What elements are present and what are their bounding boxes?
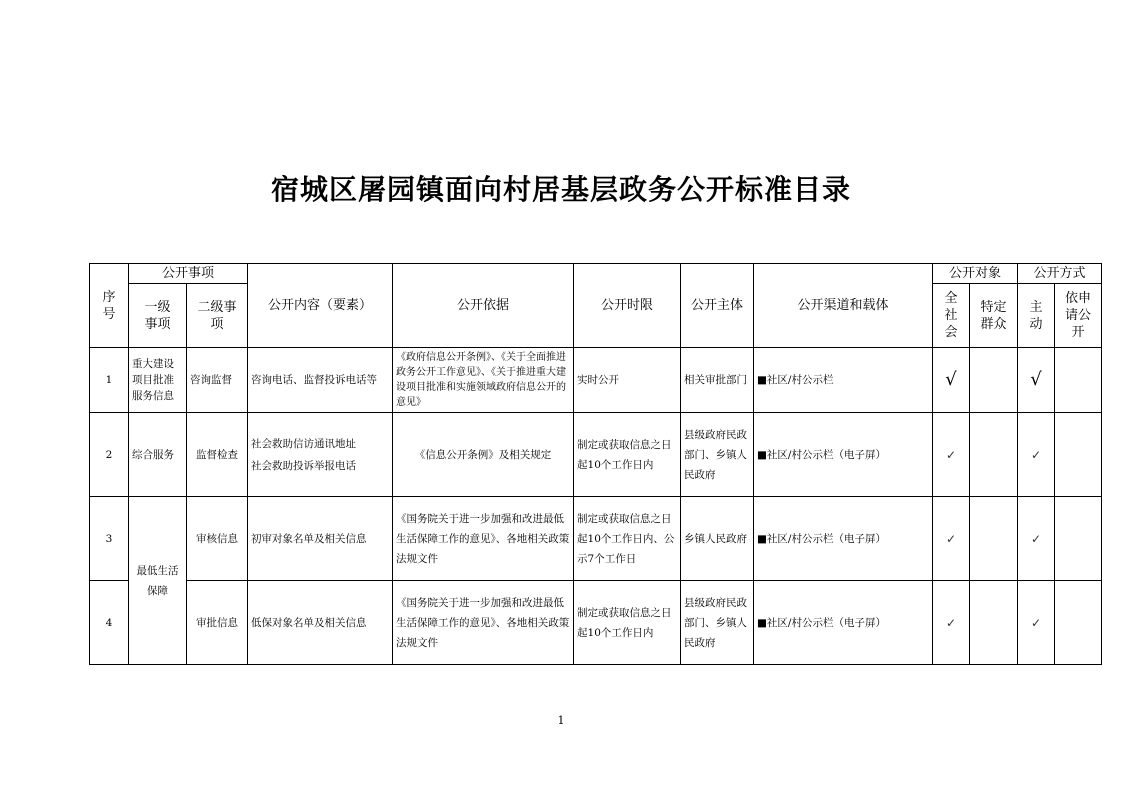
header-time-limit: 公开时限 <box>574 264 681 348</box>
cell-level1: 综合服务 <box>129 413 187 497</box>
header-basis: 公开依据 <box>393 264 574 348</box>
page-number: 1 <box>557 714 565 727</box>
table-row <box>90 348 1102 413</box>
cell-content: 初审对象名单及相关信息 <box>248 497 393 581</box>
table-row <box>90 581 1102 665</box>
cell-level2: 审批信息 <box>187 581 248 665</box>
cell-channel: ■社区/村公示栏（电子屏） <box>754 413 933 497</box>
header-level2: 二级事 项 <box>187 284 248 348</box>
cell-basis: 《信息公开条例》及相关规定 <box>393 413 574 497</box>
header-subject: 公开主体 <box>681 264 754 348</box>
cell-level2: 审核信息 <box>187 497 248 581</box>
cell-request <box>1055 497 1102 581</box>
cell-all-society: ✓ <box>933 413 970 497</box>
header-seq: 序 号 <box>90 264 129 348</box>
cell-request <box>1055 413 1102 497</box>
cell-subject: 县级政府民政部门、乡镇人民政府 <box>681 413 754 497</box>
table-row <box>90 413 1102 497</box>
header-channel: 公开渠道和载体 <box>754 264 933 348</box>
cell-content: 低保对象名单及相关信息 <box>248 581 393 665</box>
table-row <box>90 497 1102 581</box>
header-method: 公开方式 <box>1018 264 1102 284</box>
cell-seq: 3 <box>90 497 129 581</box>
cell-channel: ■社区/村公示栏 <box>754 348 933 413</box>
cell-time-limit: 实时公开 <box>574 348 681 413</box>
header-content: 公开内容（要素） <box>248 264 393 348</box>
cell-all-society: √ <box>933 348 970 413</box>
cell-request <box>1055 348 1102 413</box>
cell-specific <box>970 581 1018 665</box>
cell-channel: ■社区/村公示栏（电子屏） <box>754 497 933 581</box>
cell-basis: 《政府信息公开条例》、《关于全面推进政务公开工作意见》、《关于推进重大建设项目批准和实施领域政府信息公开的意见》 <box>393 348 574 413</box>
cell-specific <box>970 413 1018 497</box>
cell-level1: 重大建设项目批准服务信息 <box>129 348 187 413</box>
cell-all-society: ✓ <box>933 581 970 665</box>
cell-content: 社会救助信访通讯地址 社会救助投诉举报电话 <box>248 413 393 497</box>
cell-subject: 乡镇人民政府 <box>681 497 754 581</box>
cell-request <box>1055 581 1102 665</box>
cell-level1: 最低生活保障 <box>129 497 187 665</box>
cell-content: 咨询电话、监督投诉电话等 <box>248 348 393 413</box>
header-target: 公开对象 <box>933 264 1018 284</box>
cell-basis: 《国务院关于进一步加强和改进最低生活保障工作的意见》、各地相关政策法规文件 <box>393 581 574 665</box>
cell-specific <box>970 497 1018 581</box>
cell-all-society: ✓ <box>933 497 970 581</box>
cell-active: √ <box>1018 348 1055 413</box>
cell-subject: 县级政府民政部门、乡镇人民政府 <box>681 581 754 665</box>
header-level1: 一级 事项 <box>129 284 187 348</box>
cell-basis: 《国务院关于进一步加强和改进最低生活保障工作的意见》、各地相关政策法规文件 <box>393 497 574 581</box>
cell-level2: 咨询监督 <box>187 348 248 413</box>
cell-seq: 2 <box>90 413 129 497</box>
cell-channel: ■社区/村公示栏（电子屏） <box>754 581 933 665</box>
header-public-items: 公开事项 <box>129 264 248 284</box>
header-target-all: 全 社 会 <box>933 284 970 348</box>
cell-active: ✓ <box>1018 581 1055 665</box>
cell-seq: 1 <box>90 348 129 413</box>
cell-level2: 监督检查 <box>187 413 248 497</box>
cell-active: ✓ <box>1018 497 1055 581</box>
cell-time-limit: 制定或获取信息之日起10个工作日内 <box>574 581 681 665</box>
cell-time-limit: 制定或获取信息之日起10个工作日内、公示7个工作日 <box>574 497 681 581</box>
header-method-active: 主 动 <box>1018 284 1055 348</box>
cell-time-limit: 制定或获取信息之日起10个工作日内 <box>574 413 681 497</box>
header-row-1 <box>90 264 1102 284</box>
catalog-table <box>89 263 1102 665</box>
cell-subject: 相关审批部门 <box>681 348 754 413</box>
header-method-request: 依申 请公 开 <box>1055 284 1102 348</box>
cell-seq: 4 <box>90 581 129 665</box>
page-title: 宿城区屠园镇面向村居基层政务公开标准目录 <box>270 173 851 206</box>
header-target-specific: 特定 群众 <box>970 284 1018 348</box>
cell-specific <box>970 348 1018 413</box>
cell-active: ✓ <box>1018 413 1055 497</box>
